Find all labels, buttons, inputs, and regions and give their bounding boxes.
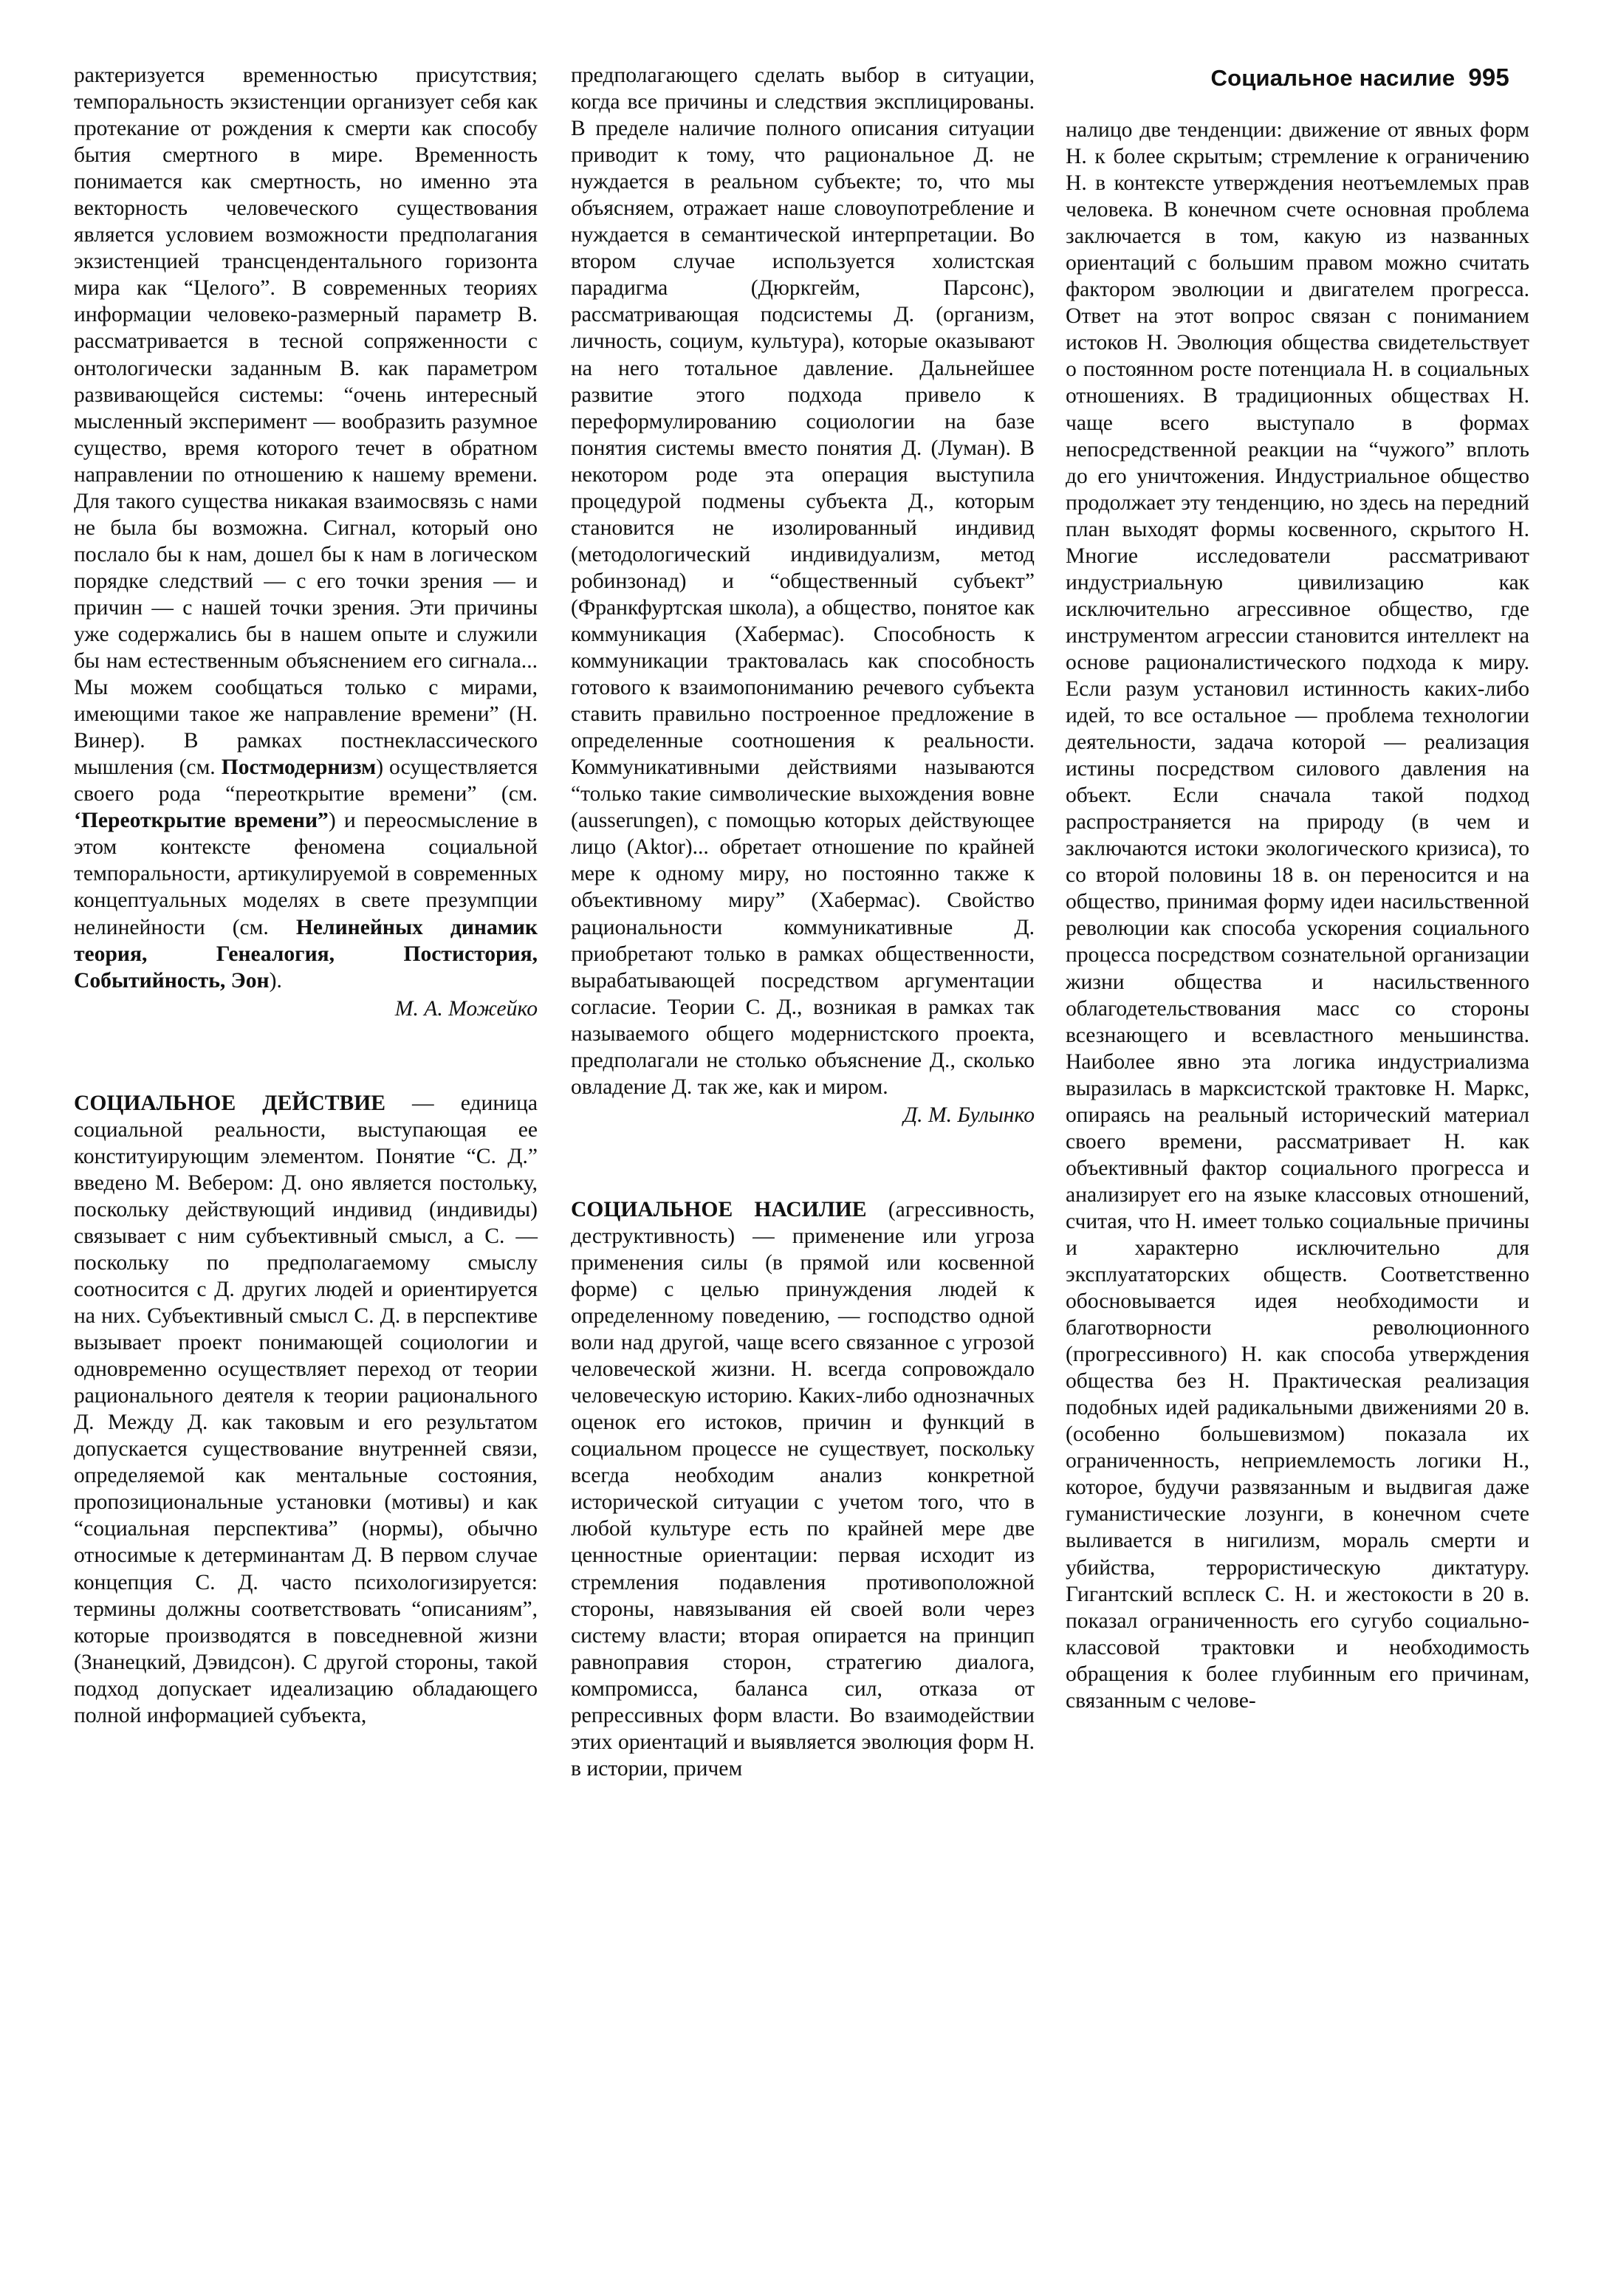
page-number: 995 [1468,64,1509,91]
column-3 [1066,117,1529,1714]
running-header [1211,64,1509,92]
cross-reference: Нелинейных динамик теория, Генеалогия, Постистория, Событийность, Эон [74,915,538,993]
author-signature: Д. М. Булынко [903,1103,1035,1127]
paragraph-social-action-cont: предполагающего сделать выбор в ситуации, когда все причины и следствия эксплицированы. В пределе наличие полного описания ситуации приводит к тому, что рациональное Д. не нуждается в реальном субъекте; то, что мы объясняем, отражает наше словоупотребление и нуждается в семантической интерпретации. Во втором случае используется холистская парадигма (Дюркгейм, Парсонс), рассматривающая подсистемы Д. (организм, личность, социум, культура), которые оказывают на него тотальное давление. Дальнейшее развитие этого подхода привело к переформулированию социологии на базе понятия системы вместо понятия Д. (Луман). В некотором роде эта операция выступила процедурой подмены субъекта Д., которым становится не изолированный индивид (методологический индивидуализм, метод робинзонад) и “общественный субъект” (Франкфуртская школа), а общество, понятое как коммуникация (Хабермас). Способность к коммуникации трактовалась как способность готового к взаимопониманию речевого субъекта ставить правильно построенное предложение в определенные соотношения к реальности. Коммуникативными действиями называются “только такие символические выхождения вовне (ausserungen), с помощью которых действующее лицо (Aktor)... обретает отношение по крайней мере к одному миру, но постоянно также к объективному миру” (Хабермас). Свойство рациональности коммуникативные Д. приобретают только в рамках общественности, вырабатывающей посредством аргументации согласие. Теории С. Д., возникая в рамках так называемого общего модернистского проекта, предполагали не столько объяснение Д., сколько овладение Д. так же, как и миром. [571,64,1035,1099]
running-header-title: Социальное насилие [1210,65,1456,91]
column-1 [74,62,538,1729]
author-signature: М. А. Можейко [394,996,538,1021]
entry-social-violence: СОЦИАЛЬНОЕ НАСИЛИЕ (агрессивность, деструктивность) — применение или угроза применения силы (в прямой или косвенной форме) с целью принуждения людей к определенному поведению, — господство одной воли над другой, чаще всего связанное с угрозой человеческой жизни. Н. всегда сопровождало человеческую историю. Каких-либо однозначных оценок его истоков, причин и функций в социальном процессе не существует, поскольку всегда необходим анализ конкретной исторической ситуации с учетом того, что в любой культуре есть по крайней мере две ценностные ориентации: первая исходит из стремления подавления противоположной стороны, навязывания ей своей воли через систему власти; вторая опирается на принцип равноправия сторон, стратегию диалога, компромисса, баланса сил, отказа от репрессивных форм власти. Во взаимодействии этих ориентаций и выявляется эволюция форм Н. в истории, причем [571,1197,1035,1781]
column-2 [571,62,1035,1782]
cross-reference: ‘Переоткрытие времени” [74,809,329,833]
entry-heading: СОЦИАЛЬНОЕ НАСИЛИЕ [571,1197,867,1221]
entry-heading: СОЦИАЛЬНОЕ ДЕЙСТВИЕ [74,1091,385,1115]
paragraph-temporality: рактеризуется временностью присутствия; темпоральность экзистенции организует себя как протекание от рождения к смерти как способу бытия смертного в мире. Временность понимается как смертность, но именно эта векторность человеческого существования является условием возможности предполагания экзистенцией трансцендентального горизонта мира как “Целого”. В современных теориях информации человеко-размерный параметр В. рассматривается в тесной сопряженности с онтологически заданным В. как параметром развивающейся системы: “очень интересный мысленный эксперимент — вообразить разумное существо, время которого течет в обратном направлении по отношению к нашему времени. Для такого существа никакая взаимосвязь с нами не была бы возможна. Сигнал, который оно послало бы к нам, дошел бы к нам в логическом порядке следствий — с его точки зрения — и причин — с нашей точки зрения. Эти причины уже содержались бы в нашем опыте и служили бы нам естественным объяснением его сигнала... Мы можем сообщаться только с мирами, имеющими такое же направление времени” (Н. Винер). В рамках постнеклассического мышления (см. Постмодернизм) осуществляется своего рода “переоткрытие времени” (см. ‘Переоткрытие времени”) и переосмысление в этом контексте феномена социальной темпоральности, артикулируемой в современных концептуальных моделях в свете презумпции нелинейности (см. Нелинейных динамик теория, Генеалогия, Постистория, Событийность, Эон). [74,64,538,993]
cross-reference: Постмодернизм [221,755,377,780]
paragraph-social-violence-cont: налицо две тенденции: движение от явных форм Н. к более скрытым; стремление к ограничению Н. в контексте утверждения неотъемлемых прав человека. В конечном счете основная проблема заключается в том, какую из названных ориентаций с большим правом можно считать фактором эволюции и двигателем прогресса. Ответ на этот вопрос связан с пониманием истоков Н. Эволюция общества свидетельствует о постоянном росте потенциала Н. в социальных отношениях. В традиционных обществах Н. чаще всего выступало в формах непосредственной реакции на “чужого” вплоть до его уничтожения. Индустриальное общество продолжает эту тенденцию, но здесь на передний план выходят формы косвенного, скрытого Н. Многие исследователи рассматривают индустриальную цивилизацию как исключительно агрессивное общество, где инструментом агрессии становится интеллект на основе рационалистического подхода к миру. Если разум установил истинность каких-либо идей, то все остальное — проблема технологии деятельности, задача которой — реализация истины посредством силового давления на объект. Если сначала такой подход распространяется на природу (в чем и заключаются истоки экологического кризиса), то со второй половины 18 в. он переносится и на общество, принимая форму идеи насильственной революции как способа ускорения социального процесса посредством сознательной организации жизни общества и насильственного облагодетельствования масс со стороны всезнающего и всевластного меньшинства. Наиболее явно эта логика индустриализма выразилась в марксистской трактовке Н. Маркс, опираясь на реальный исторический материал своего времени, рассматривает Н. как объективный фактор социального прогресса и анализирует его на языке классовых отношений, считая, что Н. имеет только социальные причины и характерно исключительно для эксплуататорских обществ. Соответственно обосновывается идея необходимости и благотворности революционного (прогрессивного) Н. как способа утверждения общества без Н. Практическая реализация подобных идей радикальными движениями 20 в. (особенно большевизмом) показала их ограниченность, неприемлемость логики Н., которое, будучи развязанным и выдвигая даже гуманистические лозунги, в конечном счете выливается в нигилизм, мораль смерти и убийства, террористическую диктатуру. Гигантский всплеск С. Н. и жестокости в 20 в. показал ограниченность его сугубо социально-классовой трактовки и необходимость обращения к более глубинным его причинам, связанным с челове- [1066,118,1529,1713]
entry-social-action: СОЦИАЛЬНОЕ ДЕЙСТВИЕ — единица социальной реальности, выступающая ее конституирующим элементом. Понятие “С. Д.” введено М. Вебером: Д. оно является постольку, поскольку действующий индивид (индивиды) связывает с ним субъективный смысл, а С. — поскольку по предполагаемому смыслу соотносится с Д. других людей и ориентируется на них. Субъективный смысл С. Д. в перспективе вызывает проект понимающей социологии и одновременно осуществляет переход от теории рационального деятеля к теории рационального Д. Между Д. как таковым и его результатом допускается существование внутренней связи, определяемой как ментальные состояния, пропозициональные установки (мотивы) и как “социальная перспектива” (нормы), обычно относимые к детерминантам Д. В первом случае концепция С. Д. часто психологизируется: термины должны соответствовать “описаниям”, которые производятся в повседневной жизни (Знанецкий, Дэвидсон). С другой стороны, такой подход допускает идеализацию обладающего полной информацией субъекта, [74,1091,538,1727]
